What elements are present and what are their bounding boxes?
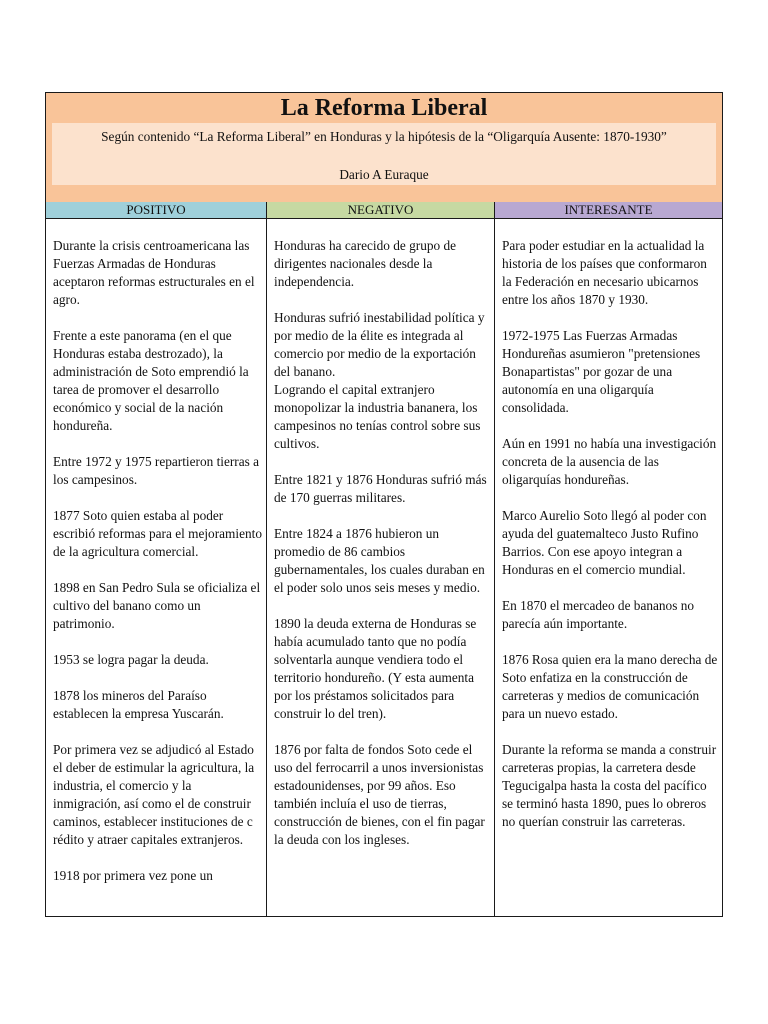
list-item: Por primera vez se adjudicó al Estado el deber de estimular la agricultura, la industria, el comercio y la inmigración, así como el de construir caminos, establecer instituciones de c rédito y atraer capitales extranjeros.: [53, 742, 255, 847]
list-item: Entre 1972 y 1975 repartieron tierras a los campesinos.: [53, 454, 260, 487]
list-item: 1918 por primera vez pone un: [53, 868, 213, 883]
list-item: 1890 la deuda externa de Honduras se había acumulado tanto que no podía solventarla aunque vendiera todo el territorio hondureño. (Y esta aumenta por los préstamos solicitados para construir lo del tren).: [274, 616, 477, 721]
column-heading-interesante: INTERESANTE: [495, 202, 722, 219]
list-item: Entre 1821 y 1876 Honduras sufrió más de 170 guerras militares.: [274, 472, 487, 505]
list-item: Entre 1824 a 1876 hubieron un promedio de 86 cambios gubernamentales, los cuales duraban en el poder solo unos seis meses y medio.: [274, 526, 485, 595]
column-positivo: [46, 219, 267, 916]
list-item: En 1870 el mercadeo de bananos no parecía aún importante.: [502, 598, 694, 631]
list-item: 1876 Rosa quien era la mano derecha de Soto enfatiza en la construcción de carreteras y medios de comunicación para un nuevo estado.: [502, 652, 718, 721]
column-negativo: [267, 219, 495, 916]
list-item: 1877 Soto quien estaba al poder escribió reformas para el mejoramiento de la agricultura comercial.: [53, 508, 262, 559]
list-item: 1898 en San Pedro Sula se oficializa el cultivo del banano como un patrimonio.: [53, 580, 261, 631]
list-item: Honduras sufrió inestabilidad política y por medio de la élite es integrada al comercio por medio de la exportación del banano.: [274, 310, 485, 379]
list-item: Durante la reforma se manda a construir carreteras propias, la carretera desde Tegucigalpa hasta la costa del pacífico se terminó hasta 1890, pues lo obreros no querían construir las carreteras.: [502, 742, 717, 829]
list-item: 1972-1975 Las Fuerzas Armadas Hondureñas asumieron "pretensiones Bonapartistas" por gozar de una autonomía en una oligarquía consolidada.: [502, 328, 701, 415]
column-interesante: [495, 219, 722, 916]
subtitle-box: [52, 123, 716, 185]
list-item: Para poder estudiar en la actualidad la historia de los países que conformaron la Federación en necesario ubicarnos entre los años 1870 y 1930.: [502, 238, 707, 307]
column-heading-negativo: NEGATIVO: [267, 202, 495, 219]
list-item: Durante la crisis centroamericana las Fuerzas Armadas de Honduras aceptaron reformas estructurales en el agro.: [53, 238, 255, 307]
list-item: Aún en 1991 no había una investigación concreta de la ausencia de las oligarquías hondureñas.: [502, 436, 717, 487]
list-item: Marco Aurelio Soto llegó al poder con ayuda del guatemalteco Justo Rufino Barrios. Con ese apoyo integran a Honduras en el comercio mundial.: [502, 508, 707, 577]
reform-table: [45, 92, 723, 917]
list-item: Logrando el capital extranjero monopolizar la industria bananera, los campesinos no tenías control sobre sus cultivos.: [274, 382, 481, 451]
document-title: La Reforma Liberal: [280, 95, 488, 121]
list-item: 1876 por falta de fondos Soto cede el uso del ferrocarril a unos inversionistas estadounidenses, por 99 años. Eso también incluía el uso de tierras, construcción de bienes, con el fin pagar la deuda con los ingleses.: [274, 742, 485, 847]
document-subtitle: Según contenido “La Reforma Liberal” en Honduras y la hipótesis de la “Oligarquía Ausente: 1870-1930”: [101, 129, 667, 144]
list-item: Frente a este panorama (en el que Honduras estaba destrozado), la administración de Soto emprendió la tarea de promover el desarrollo económico y social de la nación hondureña.: [53, 328, 249, 433]
document-author: Dario A Euraque: [339, 167, 429, 182]
list-item: 1878 los mineros del Paraíso establecen la empresa Yuscarán.: [53, 688, 224, 721]
list-item: 1953 se logra pagar la deuda.: [53, 652, 209, 667]
table-header: [46, 93, 722, 203]
list-item: Honduras ha carecido de grupo de dirigentes nacionales desde la independencia.: [274, 238, 457, 289]
column-heading-positivo: POSITIVO: [46, 202, 267, 219]
